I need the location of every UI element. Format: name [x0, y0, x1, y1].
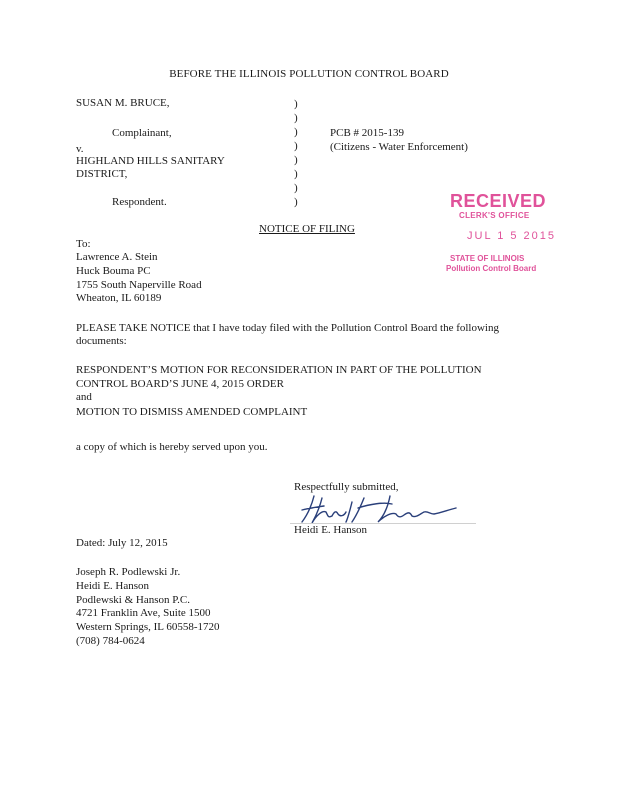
case-type: (Citizens - Water Enforcement) — [330, 141, 468, 153]
notice-text-line2: documents: — [76, 335, 127, 347]
attorney-street: 4721 Franklin Ave, Suite 1500 — [76, 607, 211, 619]
complainant-name: SUSAN M. BRUCE, — [76, 97, 170, 109]
stamp-received-text: RECEIVED — [450, 191, 547, 211]
dated-line: Dated: July 12, 2015 — [76, 537, 168, 549]
notice-title: NOTICE OF FILING — [259, 223, 355, 235]
attorney-phone: (708) 784-0624 — [76, 635, 145, 647]
signer-name: Heidi E. Hanson — [294, 524, 368, 536]
caption-paren: ) — [294, 196, 298, 208]
notice-text-line1: PLEASE TAKE NOTICE that I have today filed with the Pollution Control Board the following — [76, 322, 499, 334]
and-conjunction: and — [76, 391, 92, 403]
caption-paren: ) — [294, 154, 298, 166]
recipient-name: Lawrence A. Stein — [76, 251, 158, 263]
complainant-role: Complainant, — [112, 127, 172, 139]
recipient-street: 1755 South Naperville Road — [76, 279, 202, 291]
caption-paren: ) — [294, 182, 298, 194]
motion-reconsideration-line2: CONTROL BOARD’S JUNE 4, 2015 ORDER — [76, 378, 284, 390]
stamp-board: Pollution Control Board — [446, 264, 537, 273]
caption-paren: ) — [294, 126, 298, 138]
caption-paren: ) — [294, 112, 298, 124]
stamp-clerks-office: CLERK'S OFFICE — [459, 211, 530, 220]
court-heading: BEFORE THE ILLINOIS POLLUTION CONTROL BOARD — [169, 68, 449, 80]
to-label: To: — [76, 238, 91, 250]
caption-paren: ) — [294, 168, 298, 180]
attorney-firm: Podlewski & Hanson P.C. — [76, 594, 190, 606]
recipient-city: Wheaton, IL 60189 — [76, 292, 162, 304]
respondent-name-line2: DISTRICT, — [76, 168, 128, 180]
attorney-city: Western Springs, IL 60558-1720 — [76, 621, 220, 633]
stamp-state: STATE OF ILLINOIS — [450, 254, 525, 263]
case-number: PCB # 2015-139 — [330, 127, 404, 139]
recipient-firm: Huck Bouma PC — [76, 265, 151, 277]
served-statement: a copy of which is hereby served upon you. — [76, 441, 268, 453]
attorney-name-2: Heidi E. Hanson — [76, 580, 150, 592]
respondent-name-line1: HIGHLAND HILLS SANITARY — [76, 155, 225, 167]
handwritten-signature — [292, 490, 462, 526]
versus-label: v. — [76, 143, 84, 155]
motion-reconsideration-line1: RESPONDENT’S MOTION FOR RECONSIDERATION IN PART OF THE POLLUTION — [76, 364, 482, 376]
respondent-role: Respondent. — [112, 196, 167, 208]
stamp-date: JUL 1 5 2015 — [467, 230, 557, 242]
motion-dismiss: MOTION TO DISMISS AMENDED COMPLAINT — [76, 406, 308, 418]
caption-paren: ) — [294, 98, 298, 110]
attorney-name-1: Joseph R. Podlewski Jr. — [76, 566, 181, 578]
closing-phrase: Respectfully submitted, — [294, 481, 399, 493]
caption-paren: ) — [294, 140, 298, 152]
